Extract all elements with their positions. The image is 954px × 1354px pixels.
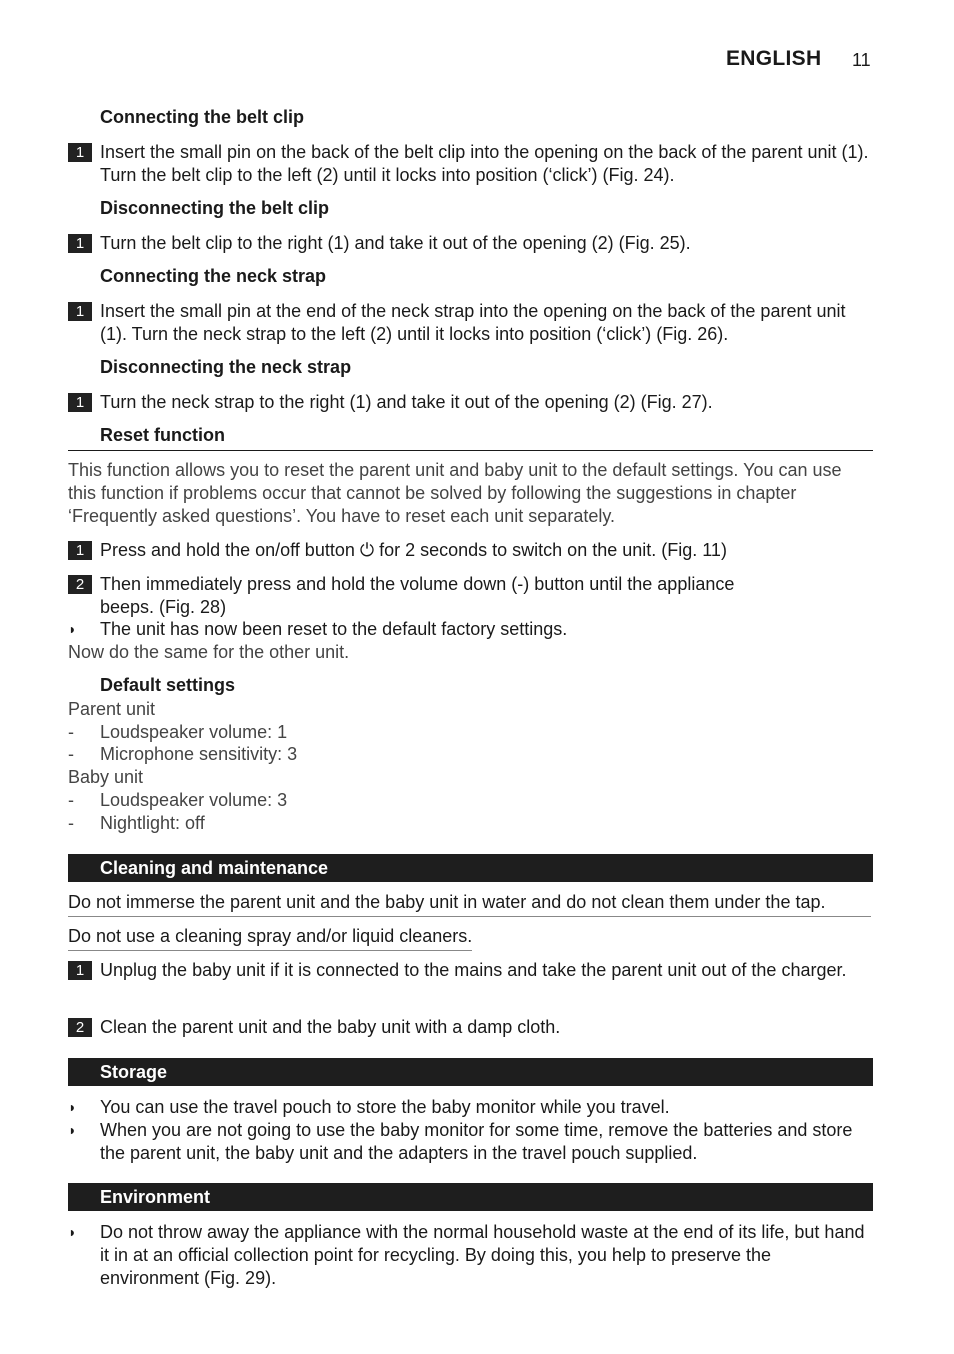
- reset-title: Reset function: [100, 425, 226, 445]
- step-text: Turn the belt clip to the right (1) and take it out of the opening (2) (Fig. 25).: [100, 233, 691, 253]
- neck-connect-step-1: [68, 300, 873, 346]
- step-text: Unplug the baby unit if it is connected to the mains and take the parent unit out of the charger.: [100, 960, 847, 980]
- step-text: Then immediately press and hold the volume down (-) button until the appliance beeps. (Fig. 28): [100, 574, 735, 617]
- language-heading: ENGLISH: [726, 47, 822, 70]
- setting-text: Loudspeaker volume: 3: [100, 790, 288, 810]
- reset-after: Now do the same for the other unit.: [68, 642, 350, 662]
- step-text: Turn the neck strap to the right (1) and take it out of the opening (2) (Fig. 27).: [100, 392, 713, 412]
- step-text: Insert the small pin at the end of the neck strap into the opening on the back of the parent unit (1). Turn the neck strap to the left (2) until it locks into position (‘click’) (Fig. 26).: [100, 301, 846, 344]
- baby-setting-item: [68, 789, 287, 812]
- bullet-text: The unit has now been reset to the default factory settings.: [100, 619, 568, 639]
- bullet-icon: ◗: [68, 1122, 77, 1138]
- parent-setting-item: [68, 721, 287, 744]
- setting-text: Microphone sensitivity: 3: [100, 744, 298, 764]
- storage-title: Storage: [100, 1062, 168, 1082]
- storage-item: [68, 1096, 873, 1119]
- neck-connect-title: Connecting the neck strap: [100, 266, 327, 286]
- step-number: 1: [68, 541, 92, 560]
- defaults-title: Default settings: [100, 675, 236, 695]
- neck-disconnect-title: Disconnecting the neck strap: [100, 357, 352, 377]
- cleaning-warning-1: Do not immerse the parent unit and the baby unit in water and do not clean them under the tap.: [68, 891, 871, 917]
- cleaning-heading-bar: [68, 854, 873, 882]
- baby-setting-item: [68, 812, 205, 835]
- parent-setting-item: [68, 743, 297, 766]
- bullet-text: When you are not going to use the baby monitor for some time, remove the batteries and store the parent unit, the baby unit and the adapters in the travel pouch supplied.: [100, 1120, 853, 1163]
- cleaning-warning-2: Do not use a cleaning spray and/or liquid cleaners.: [68, 925, 472, 951]
- environment-heading-bar: [68, 1183, 873, 1211]
- belt-disconnect-step-1: [68, 232, 873, 255]
- dash-marker: -: [68, 722, 74, 742]
- cleaning-step-1: [68, 959, 873, 982]
- storage-item: [68, 1119, 873, 1165]
- step-text: Press and hold the on/off button ⏻ for 2 seconds to switch on the unit. (Fig. 11): [100, 540, 727, 560]
- step-number: 1: [68, 302, 92, 321]
- setting-text: Nightlight: off: [100, 813, 205, 833]
- bullet-text: You can use the travel pouch to store the baby monitor while you travel.: [100, 1097, 670, 1117]
- belt-connect-step-1: [68, 141, 873, 187]
- belt-connect-title: Connecting the belt clip: [100, 107, 305, 127]
- step-number: 1: [68, 143, 92, 162]
- reset-step-2: [68, 573, 788, 619]
- section-rule: [68, 450, 873, 451]
- environment-item: [68, 1221, 873, 1290]
- bullet-icon: ◗: [68, 621, 77, 637]
- dash-marker: -: [68, 813, 74, 833]
- neck-disconnect-step-1: [68, 391, 873, 414]
- bullet-text: Do not throw away the appliance with the normal household waste at the end of its life, but hand it in at an official collection point for recycling. By doing this, you help to preserve the environment (Fig. 29).: [100, 1222, 865, 1288]
- cleaning-step-2: [68, 1016, 873, 1039]
- bullet-icon: ◗: [68, 1224, 77, 1240]
- storage-heading-bar: [68, 1058, 873, 1086]
- environment-title: Environment: [100, 1187, 211, 1207]
- baby-unit-label: Baby unit: [68, 767, 144, 787]
- reset-step-1: [68, 539, 873, 562]
- cleaning-title: Cleaning and maintenance: [100, 858, 329, 878]
- step-text: Insert the small pin on the back of the belt clip into the opening on the back of the parent unit (1). Turn the belt clip to the left (2) until it locks into position (‘click’) (Fig. 24).: [100, 142, 869, 185]
- step-text: Clean the parent unit and the baby unit with a damp cloth.: [100, 1017, 561, 1037]
- dash-marker: -: [68, 790, 74, 810]
- page-number: 11: [852, 50, 871, 70]
- setting-text: Loudspeaker volume: 1: [100, 722, 288, 742]
- step-number: 1: [68, 234, 92, 253]
- step-number: 1: [68, 961, 92, 980]
- belt-disconnect-title: Disconnecting the belt clip: [100, 198, 330, 218]
- dash-marker: -: [68, 744, 74, 764]
- reset-result: [68, 618, 873, 641]
- parent-unit-label: Parent unit: [68, 699, 156, 719]
- bullet-icon: ◗: [68, 1099, 77, 1115]
- reset-intro: This function allows you to reset the parent unit and baby unit to the default settings. You can use this function if problems occur that cannot be solved by following the suggestions in chapter ‘Frequently asked questions’. You have to reset each unit separately.: [68, 460, 842, 526]
- step-number: 2: [68, 1018, 92, 1037]
- step-number: 1: [68, 393, 92, 412]
- step-number: 2: [68, 575, 92, 594]
